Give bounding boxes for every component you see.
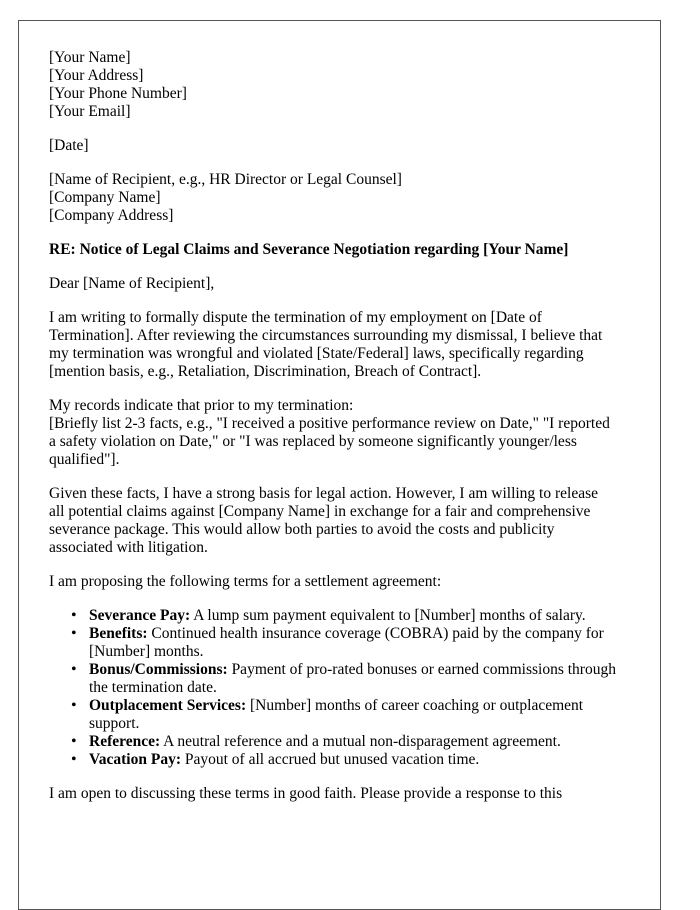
recipient-name: [Name of Recipient, e.g., HR Director or Legal Counsel] xyxy=(49,171,402,188)
list-item xyxy=(89,697,639,733)
term-text: support. xyxy=(89,715,140,732)
sender-phone: [Your Phone Number] xyxy=(49,85,187,102)
paragraph-line: severance package. This would allow both parties to avoid the costs and publicity xyxy=(49,521,555,538)
paragraph-line: My records indicate that prior to my termination: xyxy=(49,397,354,414)
settlement-terms-list xyxy=(49,607,639,769)
sender-email: [Your Email] xyxy=(49,103,131,120)
recipient-block xyxy=(49,171,639,225)
letter-page xyxy=(18,20,661,910)
salutation: Dear [Name of Recipient], xyxy=(49,275,215,292)
paragraph-line: a safety violation on Date," or "I was replaced by someone significantly younger/less xyxy=(49,433,577,450)
salutation-block xyxy=(49,275,639,293)
term-text: A neutral reference and a mutual non-disparagement agreement. xyxy=(163,733,561,750)
sender-name: [Your Name] xyxy=(49,49,131,66)
letter-date: [Date] xyxy=(49,137,89,154)
recipient-company: [Company Name] xyxy=(49,189,161,206)
sender-block xyxy=(49,49,639,121)
list-item xyxy=(89,751,639,769)
term-text: [Number] months of career coaching or outplacement xyxy=(250,697,584,714)
paragraph-line: Given these facts, I have a strong basis for legal action. However, I am willing to release xyxy=(49,485,599,502)
paragraph-line: associated with litigation. xyxy=(49,539,208,556)
letter-body xyxy=(49,49,639,819)
term-text: Payment of pro-rated bonuses or earned commissions through xyxy=(231,661,616,678)
term-text: Continued health insurance coverage (COBRA) paid by the company for xyxy=(151,625,604,642)
list-item xyxy=(89,661,639,697)
paragraph-line: my termination was wrongful and violated [State/Federal] laws, specifically regarding xyxy=(49,345,584,362)
paragraph-facts xyxy=(49,397,639,469)
paragraph-line: I am open to discussing these terms in good faith. Please provide a response to this xyxy=(49,785,563,802)
list-item xyxy=(89,607,639,625)
paragraph-line: I am writing to formally dispute the termination of my employment on [Date of xyxy=(49,309,542,326)
sender-address: [Your Address] xyxy=(49,67,144,84)
term-label: Outplacement Services: xyxy=(89,697,247,714)
list-item xyxy=(89,733,639,751)
paragraph-dispute xyxy=(49,309,639,381)
paragraph-line: [mention basis, e.g., Retaliation, Discrimination, Breach of Contract]. xyxy=(49,363,482,380)
paragraph-proposal xyxy=(49,573,639,591)
term-text: [Number] months. xyxy=(89,643,204,660)
letter-subject: RE: Notice of Legal Claims and Severance Negotiation regarding [Your Name] xyxy=(49,241,569,258)
term-text: Payout of all accrued but unused vacation time. xyxy=(184,751,480,768)
term-label: Benefits: xyxy=(89,625,148,642)
term-label: Vacation Pay: xyxy=(89,751,181,768)
term-label: Bonus/Commissions: xyxy=(89,661,228,678)
term-label: Reference: xyxy=(89,733,161,750)
term-label: Severance Pay: xyxy=(89,607,191,624)
term-text: the termination date. xyxy=(89,679,217,696)
paragraph-line: I am proposing the following terms for a settlement agreement: xyxy=(49,573,442,590)
recipient-address: [Company Address] xyxy=(49,207,174,224)
term-text: A lump sum payment equivalent to [Number] months of salary. xyxy=(193,607,586,624)
paragraph-line: all potential claims against [Company Name] in exchange for a fair and comprehensive xyxy=(49,503,591,520)
paragraph-line: qualified"]. xyxy=(49,451,120,468)
paragraph-line: Termination]. After reviewing the circumstances surrounding my dismissal, I believe that xyxy=(49,327,603,344)
date-block xyxy=(49,137,639,155)
list-item xyxy=(89,625,639,661)
paragraph-closing xyxy=(49,785,639,803)
paragraph-line: [Briefly list 2-3 facts, e.g., "I received a positive performance review on Date," "I reported xyxy=(49,415,610,432)
paragraph-basis xyxy=(49,485,639,557)
